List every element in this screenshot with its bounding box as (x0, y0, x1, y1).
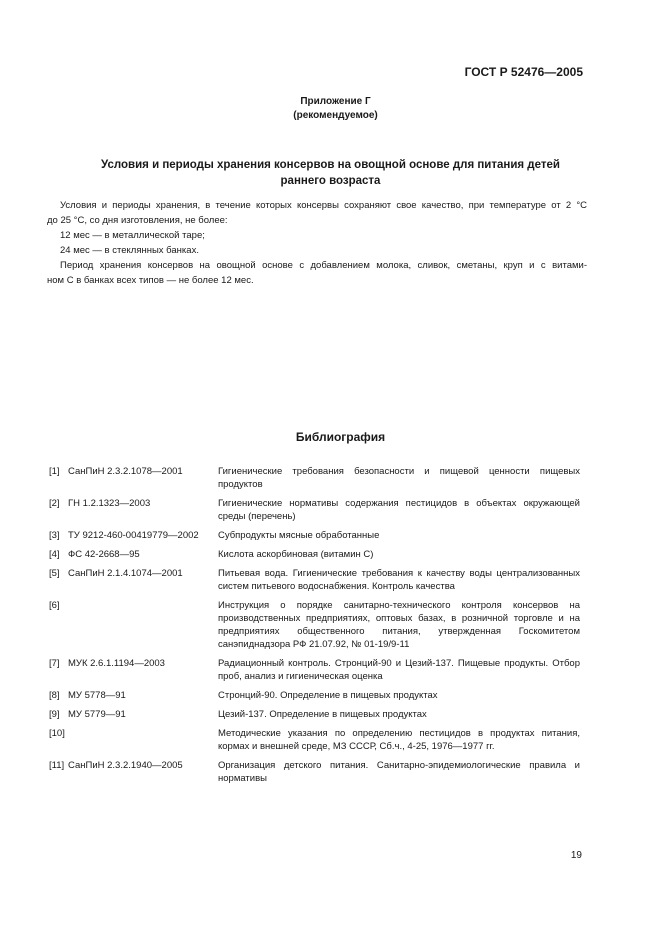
bibliography-entry (0, 548, 661, 561)
bibliography-entry-description: Кислота аскорбиновая (витамин С) (218, 549, 374, 560)
bibliography-entry (0, 708, 661, 721)
bibliography-entry-description: Субпродукты мясные обработанные (218, 530, 380, 541)
bibliography-entry (0, 567, 661, 593)
bibliography-entry (0, 689, 661, 702)
bibliography-entry-code: СанПиН 2.3.2.1078—2001 (68, 466, 183, 477)
paragraph-1-line-2: до 25 °C, со дня изготовления, не более: (47, 215, 228, 226)
annex-heading (0, 95, 661, 123)
storage-item-1: 12 мес — в металлической таре; (60, 230, 205, 241)
bibliography-entry (0, 759, 661, 785)
page-number: 19 (570, 850, 582, 861)
paragraph-1-line-1: Условия и периоды хранения, в течение которых консервы сохраняют свое качество, при температуре от 2 °C (60, 200, 587, 211)
bibliography-entry-number: [2] (49, 498, 60, 509)
bibliography-entry-code: СанПиН 2.1.4.1074—2001 (68, 568, 183, 579)
bibliography-entry (0, 497, 661, 523)
bibliography-entry-number: [8] (49, 690, 60, 701)
bibliography-entry-number: [11] (49, 760, 65, 771)
section-title (60, 157, 601, 189)
bibliography-entry-code: МУ 5778—91 (68, 690, 126, 701)
bibliography-entry (0, 465, 661, 491)
body-text (47, 198, 587, 288)
bibliography-entry-description: Организация детского питания. Санитарно-эпидемиологические правила и нормативы (218, 760, 580, 784)
bibliography-entry-description: Цезий-137. Определение в пищевых продуктах (218, 709, 427, 720)
bibliography-entry-code: ФС 42-2668—95 (68, 549, 140, 560)
bibliography-list (0, 465, 661, 791)
bibliography-entry-number: [3] (49, 530, 60, 541)
bibliography-entry-number: [6] (49, 600, 60, 611)
bibliography-entry (0, 657, 661, 683)
section-title-line-1: Условия и периоды хранения консервов на овощной основе для питания детей (101, 159, 560, 171)
bibliography-entry-number: [1] (49, 466, 60, 477)
bibliography-entry-number: [5] (49, 568, 60, 579)
bibliography-entry-description: Гигиенические нормативы содержания пестицидов в объектах окружающей среды (перечень) (218, 498, 580, 522)
bibliography-entry-code: СанПиН 2.3.2.1940—2005 (68, 760, 183, 771)
bibliography-entry-code: МУ 5779—91 (68, 709, 126, 720)
bibliography-entry (0, 529, 661, 542)
storage-item-2: 24 мес — в стеклянных банках. (60, 245, 199, 256)
bibliography-entry-number: [10] (49, 728, 65, 739)
bibliography-entry-code: ТУ 9212-460-00419779—2002 (68, 530, 199, 541)
bibliography-entry-code: МУК 2.6.1.1194—2003 (68, 658, 165, 669)
bibliography-entry-description: Инструкция о порядке санитарно-технического контроля консервов на производственных предприятиях, оптовых базах, в розничной торговле и на предприятиях общественного питания, утвержденная Госкомитетом санэпиднадзора РФ 21.07.92, № 01-19/9-11 (218, 600, 580, 650)
bibliography-title: Библиография (295, 430, 386, 444)
standard-number: ГОСТ Р 52476—2005 (464, 65, 583, 79)
bibliography-entry-description: Методические указания по определению пестицидов в продуктах питания, кормах и внешней среде, МЗ СССР, Сб.ч., 4-25, 1976—1977 гг. (218, 728, 580, 752)
bibliography-entry-number: [7] (49, 658, 60, 669)
bibliography-entry-number: [9] (49, 709, 60, 720)
annex-status: (рекомендуемое) (293, 110, 378, 121)
section-title-line-2: раннего возраста (280, 175, 381, 187)
bibliography-entry-description: Радиационный контроль. Стронций-90 и Цезий-137. Пищевые продукты. Отбор проб, анализ и гигиеническая оценка (218, 658, 580, 682)
bibliography-entry (0, 599, 661, 651)
bibliography-entry-number: [4] (49, 549, 60, 560)
annex-title: Приложение Г (300, 96, 371, 107)
bibliography-entry (0, 727, 661, 753)
bibliography-entry-description: Стронций-90. Определение в пищевых продуктах (218, 690, 438, 701)
bibliography-entry-description: Питьевая вода. Гигиенические требования к качеству воды централизованных систем питьевого водоснабжения. Контроль качества (218, 568, 580, 592)
bibliography-entry-description: Гигиенические требования безопасности и пищевой ценности пищевых продуктов (218, 466, 580, 490)
bibliography-entry-code: ГН 1.2.1323—2003 (68, 498, 151, 509)
paragraph-2-line-1: Период хранения консервов на овощной основе с добавлением молока, сливок, сметаны, круп и с витами- (60, 260, 587, 271)
paragraph-2-line-2: ном С в банках всех типов — не более 12 мес. (47, 275, 254, 286)
